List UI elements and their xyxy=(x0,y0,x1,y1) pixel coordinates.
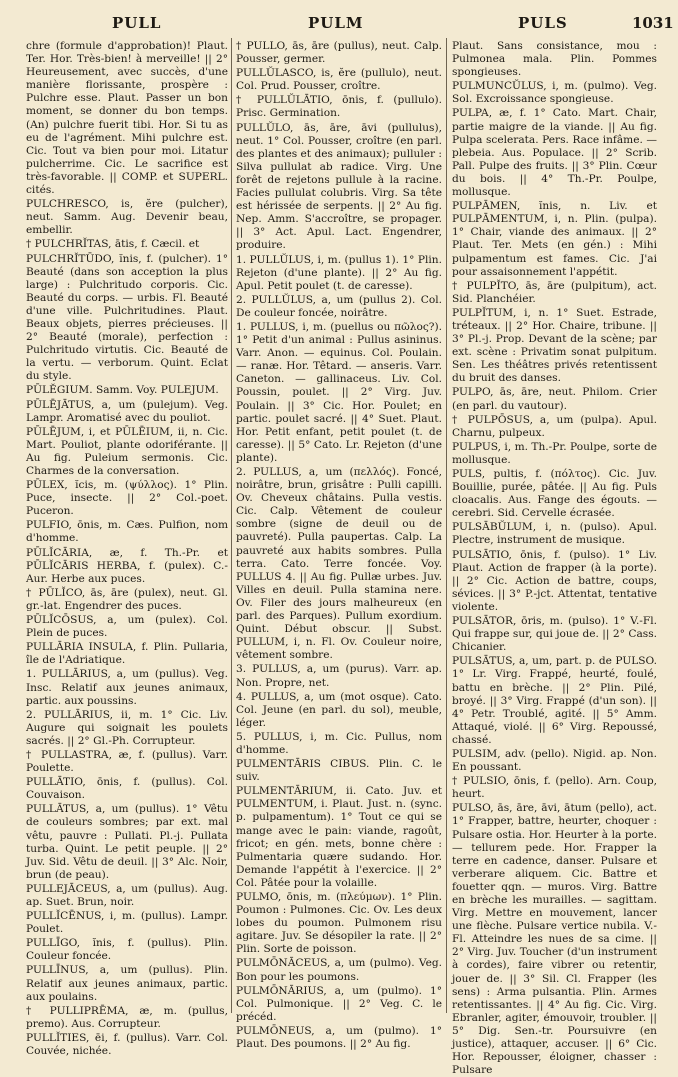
dictionary-entry: † PŪLĬCO, ās, āre (pulex), neut. Gl. gr.-lat. Engendrer des puces. xyxy=(26,586,228,612)
dictionary-entry: PŪLĬCĀRIA, æ, f. Th.-Pr. et PŪLĬCĀRIS HERBA, f. (pulex). C.-Aur. Herbe aux puces. xyxy=(26,546,228,585)
dictionary-entry: PULCHRESCO, is, ĕre (pulcher), neut. Samm. Aug. Devenir beau, embellir. xyxy=(26,198,228,237)
dictionary-entry: PULPA, æ, f. 1° Cato. Mart. Chair, partie maigre de la viande. || Au fig. Pulpa scelerata. Pers. Race infâme. — plebeia. Aus. Populace. || 2° Scrib. Pall. Pulpe des fruits. || 3° Plin. Cœur du bois. || 4° Th.-Pr. Poulpe, mollusque. xyxy=(452,107,657,199)
dictionary-entry: † PULCHRĬTAS, ātis, f. Cæcil. et xyxy=(26,238,200,251)
dictionary-entry: † PULLO, ās, āre (pullus), neut. Calp. Pousser, germer. xyxy=(236,40,442,66)
dictionary-entry: PULLĬTIES, ēi, f. (pullus). Varr. Col. Couvée, nichée. xyxy=(26,1031,228,1058)
dictionary-entry: 1. PULLĀRIUS, a, um (pullus). Veg. Insc. Relatif aux jeunes animaux, partic. aux poussins. xyxy=(26,668,228,707)
dictionary-entry: 2. PULLŬLUS, a, um (pullus 2). Col. De couleur foncée, noirâtre. xyxy=(236,293,442,319)
dictionary-entry: PULLĀTIO, ōnis, f. (pullus). Col. Couvaison. xyxy=(26,776,228,802)
dictionary-entry: † PULLASTRA, æ, f. (pullus). Varr. Poulette. xyxy=(26,748,228,775)
dictionary-entry: PULMŌNEUS, a, um (pulmo). 1° Plaut. Des poumons. || 2° Au fig. xyxy=(236,1024,442,1051)
dictionary-entry: 3. PULLUS, a, um (purus). Varr. ap. Non. Propre, net. xyxy=(236,663,442,689)
dictionary-entry: PULSIM, adv. (pello). Nigid. ap. Non. En poussant. xyxy=(452,747,657,774)
dictionary-entry: PULLĬCĒNUS, i, m. (pullus). Lampr. Poulet. xyxy=(26,910,228,936)
dictionary-entry: PULMŌNĀCEUS, a, um (pulmo). Veg. Bon pour les poumons. xyxy=(236,957,442,983)
dictionary-entry: PŪLEX, ĭcis, m. (ψύλλος). 1° Plin. Puce, insecte. || 2° Col.-poet. Puceron. xyxy=(26,479,228,518)
dictionary-entry: PULMO, ōnis, m. (πλεύμων). 1° Plin. Poumon : Pulmones. Cic. Ov. Les deux lobes du poumon. Pulmonem risu agitare. Juv. Se désopiler la rate. || 2° Plin. Sorte de poisson. xyxy=(236,891,442,956)
dictionary-entry: 1. PULLUS, i, m. (puellus ou πῶλος?). 1° Petit d'un animal : Pullus asininus. Varr. Anon. — equinus. Col. Poulain. — ranæ. Hor. Têtard. — anseris. Varr. Caneton. — gallinaceus. Liv. Col. Poussin, poulet. || 2° Virg. Juv. Poulain. || 3° Cic. Hor. Poulet; en partic. poulet sacré. || 4° Suet. Plaut. Hor. Petit enfant, petit poulet (t. de caresse). || 5° Cato. Lr. Rejeton (d'une plante). xyxy=(236,320,442,464)
dictionary-entry: PULPO, ās, āre, neut. Philom. Crier (en parl. du vautour). xyxy=(452,386,657,412)
dictionary-entry: PULLĪNUS, a, um (pullus). Plin. Relatif aux jeunes animaux, partic. aux poulains. xyxy=(26,964,228,1003)
column-divider xyxy=(446,38,447,1013)
text-column-1 xyxy=(26,40,228,1058)
dictionary-entry: † PULPĬTO, ās, āre (pulpitum), act. Sid. Planchéier. xyxy=(452,279,657,305)
running-head-right: PULS xyxy=(518,14,568,32)
dictionary-entry: PULLEJĀCEUS, a, um (pullus). Aug. ap. Suet. Brun, noir. xyxy=(26,882,228,908)
dictionary-entry: PULLĀTUS, a, um (pullus). 1° Vêtu de couleurs sombres; par ext. mal vêtu, pauvre : Pullati. Pl.-j. Pullata turba. Quint. Le petit peuple. || 2° Juv. Sid. Vêtu de deuil. || 3° Alc. Noir, brun (de peau). xyxy=(26,803,228,881)
dictionary-entry: PULSĀTUS, a, um, part. p. de PULSO. 1° Lr. Virg. Frappé, heurté, foulé, battu en brèche. || 2° Plin. Pilé, broyé. || 3° Virg. Frappé (d'un son). || 4° Petr. Troublé, agité. || 5° Amm. Attaqué, violé. || 6° Virg. Repoussé, chassé. xyxy=(452,655,657,746)
dictionary-entry: PULLŬLASCO, is, ĕre (pullulo), neut. Col. Prud. Pousser, croître. xyxy=(236,67,442,93)
dictionary-entry: PULSĀBŬLUM, i, n. (pulso). Apul. Plectre, instrument de musique. xyxy=(452,521,657,547)
dictionary-entry: PULLŬLO, ās, āre, āvi (pullulus), neut. 1° Col. Pousser, croître (en parl. des plantes et des animaux); pulluler : Silva pullulat ab radice. Virg. Une forêt de rejetons pullule à la racine. Facies pullulat colubris. Virg. Sa tête est hérissée de serpents. || 2° Au fig. Nep. Amm. S'accroître, se propager. || 3° Act. Apul. Lact. Engendrer, produire. xyxy=(236,121,442,252)
dictionary-entry: PULMENTĀRIUM, ii. Cato. Juv. et PULMENTUM, i. Plaut. Just. n. (sync. p. pulpamentum). 1° Tout ce qui se mange avec le pain: viande, ragoût, fricot; en gén. mets, bonne chère : Pulmentaria quære sudando. Hor. Demande l'appétit à l'exercice. || 2° Col. Pâtée pour la volaille. xyxy=(236,785,442,889)
dictionary-entry: PULSĀTOR, ōris, m. (pulso). 1° V.-Fl. Qui frappe sur, qui joue de. || 2° Cass. Chicanier. xyxy=(452,615,657,654)
dictionary-entry: 5. PULLUS, i, m. Cic. Pullus, nom d'homme. xyxy=(236,730,442,756)
dictionary-entry: PULLĀRIA INSULA, f. Plin. Pullaria, île de l'Adriatique. xyxy=(26,641,228,667)
dictionary-entry: 1. PULLŬLUS, i, m. (pullus 1). 1° Plin. Rejeton (d'une plante). || 2° Au fig. Apul. Petit poulet (t. de caresse). xyxy=(236,253,442,292)
dictionary-entry: PULMENTĀRIS CIBUS. Plin. C. le suiv. xyxy=(236,758,442,784)
dictionary-entry: PULPĀMEN, ĭnis, n. Liv. et PULPĀMENTUM, i, n. Plin. (pulpa). 1° Chair, viande des animaux. || 2° Plaut. Ter. Mets (en gén.) : Mihi pulpamentum est fames. Cic. J'ai pour assaisonnement l'appétit. xyxy=(452,200,657,278)
dictionary-entry: 2. PULLUS, a, um (πελλός). Foncé, noirâtre, brun, grisâtre : Pulli capilli. Ov. Cheveux châtains. Pulla vestis. Cic. Calp. Vêtement de couleur sombre (signe de deuil ou de pauvreté). Pulla paupertas. Calp. La pauvreté aux habits sombres. Pulla terra. Cato. Terre foncée. Voy. PULLUS 4. || Au fig. Pullæ urbes. Juv. Villes en deuil. Pulla stamina nere. Ov. Filer des jours malheureux (en parl. des Parques). Pullum exordium. Quint. Début obscur. || Subst. PULLUM, i, n. Fl. Ov. Couleur noire, vêtement sombre. xyxy=(236,466,442,662)
dictionary-entry: PULSO, ās, āre, āvi, ātum (pello), act. 1° Frapper, battre, heurter, choquer : Pulsare ostia. Hor. Heurter à la porte. — tellurem pede. Hor. Frapper la terre en cadence, danser. Pulsare et verberare aliquem. Cic. Battre et fouetter qqn. — muros. Virg. Battre en brèche les murailles. — sagittam. Virg. Mettre en mouvement, lancer une flèche. Pulsare vertice nubila. V.-Fl. Atteindre les nues de sa cime. || 2° Virg. Juv. Toucher (d'un instrument à cordes), faire vibrer ou retentir, jouer de. || 3° Sil. Cl. Frapper (les sens) : Arma pulsantia. Plin. Armes retentissantes. || 4° Au fig. Cic. Virg. Ebranler, agiter, émouvoir, troubler. || 5° Dig. Sen.-tr. Poursuivre (en justice), attaquer, accuser. || 6° Cic. Hor. Repousser, éloigner, chasser : Pulsare xyxy=(452,802,657,1077)
dictionary-entry: PŪLĔGIUM. Samm. Voy. PULEJUM. xyxy=(26,384,219,397)
running-head-center: PULM xyxy=(308,14,364,32)
dictionary-entry: † PULPŌSUS, a, um (pulpa). Apul. Charnu, pulpeux. xyxy=(452,413,657,439)
page-number: 1031 xyxy=(632,14,674,32)
dictionary-entry: PULLĪGO, ĭnis, f. (pullus). Plin. Couleur foncée. xyxy=(26,937,228,963)
dictionary-entry: Plaut. Sans consistance, mou : Pulmonea mala. Plin. Pommes spongieuses. xyxy=(452,40,657,79)
dictionary-entry: 4. PULLUS, a, um (mot osque). Cato. Col. Jeune (en parl. du sol), meuble, léger. xyxy=(236,690,442,729)
text-column-2 xyxy=(236,40,442,1051)
running-head-left: PULL xyxy=(112,14,162,32)
dictionary-entry: PULFIO, ōnis, m. Cæs. Pulfion, nom d'homme. xyxy=(26,519,228,545)
dictionary-entry: 2. PULLĀRIUS, ii, m. 1° Cic. Liv. Augure qui soignait les poulets sacrés. || 2° Gl.-Ph. Corrupteur. xyxy=(26,708,228,747)
dictionary-entry: PULSĀTIO, ōnis, f. (pulso). 1° Liv. Plaut. Action de frapper (à la porte). || 2° Cic. Action de battre, coups, sévices. || 3° P.-jct. Attentat, tentative violente. xyxy=(452,548,657,613)
dictionary-entry: PŪLĒJĀTUS, a, um (pulejum). Veg. Lampr. Aromatisé avec du pouliot. xyxy=(26,398,228,424)
column-divider xyxy=(231,38,232,1013)
text-column-3 xyxy=(452,40,657,1077)
dictionary-entry: PULS, pultis, f. (πόλτος). Cic. Juv. Bouillie, purée, pâtée. || Au fig. Puls cloacalis. Aus. Fange des égouts. — cerebri. Sid. Cervelle écrasée. xyxy=(452,468,657,520)
dictionary-entry: PULPUS, i, m. Th.-Pr. Poulpe, sorte de mollusque. xyxy=(452,440,657,466)
dictionary-entry: PULMUNCŬLUS, i, m. (pulmo). Veg. Sol. Excroissance spongieuse. xyxy=(452,80,657,106)
dictionary-entry: PULMŌNĀRIUS, a, um (pulmo). 1° Col. Pulmonique. || 2° Veg. C. le précéd. xyxy=(236,984,442,1023)
dictionary-entry: PŪLĬCŌSUS, a, um (pulex). Col. Plein de puces. xyxy=(26,614,228,640)
dictionary-entry: † PULLŬLĀTIO, ōnis, f. (pullulo). Prisc. Germination. xyxy=(236,94,442,120)
dictionary-entry: PŪLĒJUM, i, et PŪLĒIUM, ii, n. Cic. Mart. Pouliot, plante odoriférante. || Au fig. Puleium sermonis. Cic. Charmes de la conversation. xyxy=(26,425,228,477)
dictionary-entry: PULPĬTUM, i, n. 1° Suet. Estrade, tréteaux. || 2° Hor. Chaire, tribune. || 3° Pl.-j. Prop. Devant de la scène; par ext. scène : Privatim sonat pulpitum. Sen. Les théâtres privés retentissent du bruit des danses. xyxy=(452,306,657,385)
dictionary-entry: chre (formule d'approbation)! Plaut. Ter. Hor. Très-bien! à merveille! || 2° Heureusement, avec succès, d'une manière florissante, prospère : Pulchre esse. Plaut. Passer un bon moment, se donner du bon temps. (An) pulchre fuerit tibi. Hor. Si tu as eu de l'agrément. Mihi pulchre est. Cic. Tout va bien pour moi. Litatur pulcherrime. Cic. Le sacrifice est très-favorable. || COMP. et SUPERL. cités. xyxy=(26,40,228,197)
dictionary-entry: PULCHRĬTŪDO, ĭnis, f. (pulcher). 1° Beauté (dans son acception la plus large) : Pulchritudo corporis. Cic. Beauté du corps. — urbis. Fl. Beauté d'une ville. Pulchritudines. Plaut. Beaux objets, pierres précieuses. || 2° Beauté (morale), perfection : Pulchritudo virtutis. Cic. Beauté de la vertu. — verborum. Quint. Eclat du style. xyxy=(26,252,228,383)
dictionary-entry: † PULSIO, ōnis, f. (pello). Arn. Coup, heurt. xyxy=(452,775,657,801)
dictionary-entry: † PULLIPRĒMA, æ, m. (pullus, premo). Aus. Corrupteur. xyxy=(26,1004,228,1030)
